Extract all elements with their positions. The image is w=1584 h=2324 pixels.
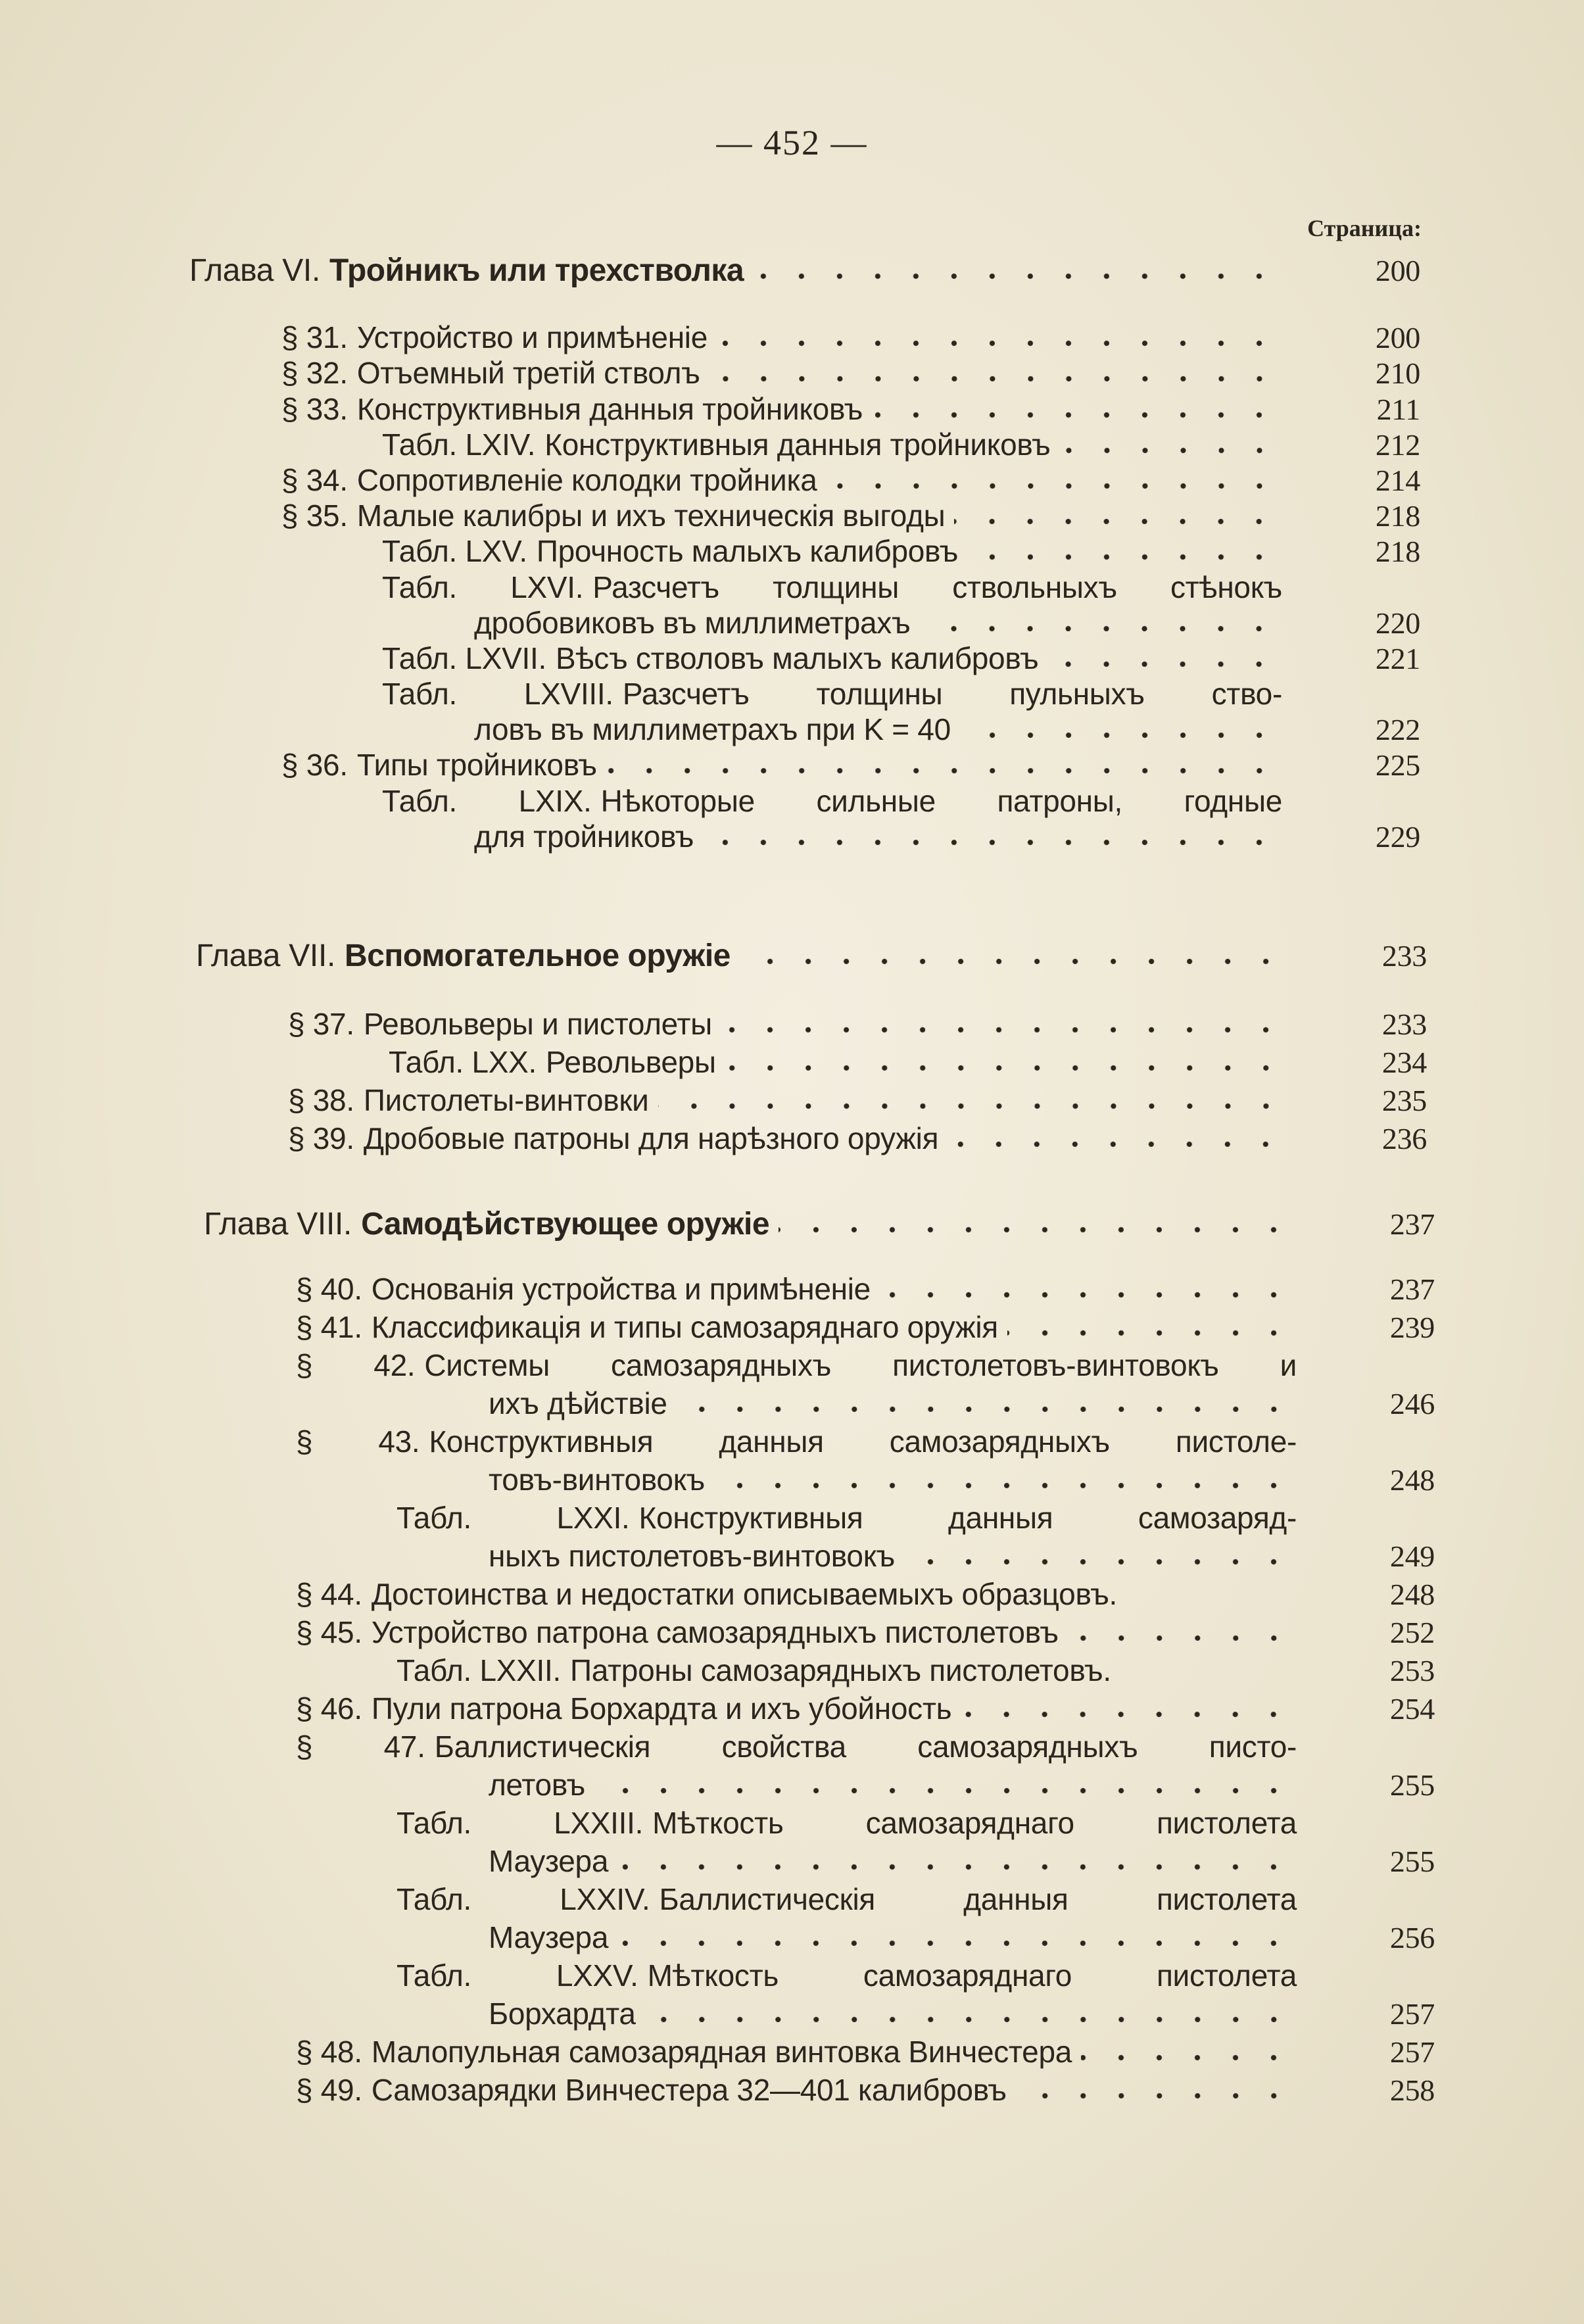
dot-leader [904,1557,1293,1566]
page-number-ref: 233 [1381,1007,1427,1041]
entry-title-line: Достоинства и недостатки описываемыхъ образцовъ. [371,1577,1117,1611]
section-entry[interactable] [0,498,1420,533]
chapter-label: Глава VIII. [204,1207,352,1242]
dot-leader [658,1101,1285,1111]
entry-text [489,1766,585,1804]
entry-text [489,1842,608,1880]
chapter-title: Самодѣйствующее оружіе [361,1207,770,1242]
table-entry[interactable] [0,533,1420,569]
entry-title-line: Конструктивныя данныя тройниковъ [356,391,863,426]
entry-title-line: Пули патрона Борхардта и ихъ убойность [371,1691,952,1726]
dot-leader [645,2015,1293,2024]
entry-title-line: Нѣкоторые сильные патроны, годные [600,783,1282,818]
section-entry[interactable] [0,1575,1435,1613]
entry-text [396,1651,1111,1689]
page-number-ref: 220 [1375,606,1420,640]
entry-number: § 49. [296,2073,362,2107]
page-number-ref: 214 [1375,463,1420,497]
table-entry[interactable] [0,1842,1435,1880]
section-entry[interactable] [0,747,1420,783]
entry-number: Табл. LXX. [389,1045,537,1079]
entry-number: § 33. [281,391,348,426]
page-number-ref: 218 [1375,499,1420,533]
entry-text [296,1346,1297,1384]
section-entry[interactable] [0,2071,1435,2109]
entry-title-line: Борхардта [489,1997,636,2031]
entry-text [288,1005,712,1043]
entry-title-line: Устройство и примѣненіе [356,320,708,355]
entry-number: § 47. [296,1730,425,1764]
entry-title-line: Классификація и типы самозаряднаго оружія [371,1310,998,1344]
entry-text [296,1575,1117,1613]
entry-number: § 46. [296,1691,362,1726]
page-number-ref: 235 [1381,1084,1427,1117]
table-entry[interactable] [0,569,1420,605]
dot-leader [703,838,1278,847]
entry-title-line: Пистолеты-винтовки [363,1083,649,1117]
entry-number: Табл. LXV. [382,534,527,569]
chapter-heading-text [189,253,744,289]
entry-text [296,1270,871,1308]
dot-leader [725,1063,1285,1073]
table-entry[interactable] [0,427,1420,462]
entry-text [396,1956,1297,1995]
dot-leader [948,1140,1285,1149]
dot-leader [717,339,1278,348]
entry-title-line: Маузера [489,1844,609,1878]
table-entry[interactable] [0,1043,1427,1081]
dot-leader [617,1939,1293,1948]
entry-number: Табл. LXVIII. [382,677,613,712]
chapter-1 [0,253,1584,854]
section-entry[interactable] [0,1005,1427,1043]
dot-leader [677,1405,1293,1414]
entry-text [396,1804,1297,1842]
section-entry[interactable] [0,2033,1435,2071]
section-entry[interactable] [0,391,1420,427]
entry-text [474,819,694,854]
chapter-title: Тройникъ или трехстволка [329,253,744,288]
entry-title-line: для тройниковъ [474,819,694,854]
section-entry[interactable] [0,1689,1435,1728]
page-number-ref: 248 [1389,1578,1435,1611]
entry-title-line: Самозарядки Винчестера 32—401 калибровъ [371,2073,1007,2107]
page-number-ref: 256 [1389,1921,1435,1954]
entry-title-line: Разсчетъ толщины ствольныхъ стѣнокъ [592,569,1282,604]
page-number-ref: 252 [1389,1616,1435,1649]
entry-text [396,1880,1297,1918]
entry-text [296,1689,951,1728]
entry-title-line: Патроны самозарядныхъ пистолетовъ. [569,1653,1111,1687]
entry-title-line: Разсчетъ толщины пульныхъ ство- [622,677,1282,712]
entry-title-line: Отъемный третій стволъ [356,356,700,391]
page-number-ref: 255 [1389,1768,1435,1802]
entry-title-line: Мѣткость самозаряднаго пистолета [647,1958,1297,1993]
page-number: — 452 — [716,123,868,162]
dot-leader [709,374,1278,383]
dot-leader [753,272,1278,281]
entry-title-line: Малопульная самозарядная винтовка Винчестера [371,2035,1072,2069]
page-number-ref: 233 [1381,939,1427,973]
table-entry[interactable] [0,819,1420,854]
entry-text [296,1613,1059,1651]
dot-leader [606,766,1278,775]
page-number-ref: 222 [1375,713,1420,747]
chapter-3 [0,1205,1584,2109]
section-entry[interactable] [0,1766,1435,1804]
entry-number: § 39. [288,1121,354,1155]
page-number-ref: 257 [1389,1997,1435,2031]
entry-text [296,1308,998,1346]
table-entry[interactable] [0,676,1420,712]
table-entry[interactable] [0,1918,1435,1956]
entry-number: § 36. [281,748,348,783]
section-entry[interactable] [0,1081,1427,1119]
entry-number: Табл. LXXIV. [396,1882,650,1916]
dot-leader [880,1290,1293,1299]
section-entry[interactable] [0,1270,1435,1308]
table-entry[interactable] [0,783,1420,819]
section-entry[interactable] [0,1422,1435,1461]
entry-text [281,498,945,533]
dot-leader [1007,1328,1293,1338]
entry-number: § 38. [288,1083,354,1117]
page-number-ref: 229 [1375,819,1420,854]
page-number-ref: 200 [1375,321,1420,355]
entry-text [281,747,597,783]
entry-number: § 44. [296,1577,362,1611]
section-entry[interactable] [0,1384,1435,1422]
entry-text [474,605,910,641]
table-entry[interactable] [0,1880,1435,1918]
entry-text [296,1422,1297,1461]
entry-text [489,1918,608,1956]
entry-title-line: Маузера [489,1920,609,1954]
entry-number: § 43. [296,1424,420,1459]
entry-text [382,427,1051,462]
dot-leader [779,1225,1293,1234]
entry-number: § 31. [281,320,348,355]
entry-title-line: товъ-винтовокъ [489,1463,705,1497]
page-number-ref: 246 [1389,1387,1435,1420]
entry-number: Табл. LXIX. [382,783,592,818]
entry-text [296,1728,1297,1766]
entry-number: § 40. [296,1272,362,1306]
entry-title-line: Конструктивныя данныя самозарядныхъ пистоле- [429,1424,1297,1459]
dot-leader [960,731,1278,740]
dot-leader [872,410,1278,420]
entry-number: Табл. LXVI. [382,569,584,604]
entry-number: § 41. [296,1310,362,1344]
entry-title-line: дробовиковъ въ миллиметрахъ [474,605,911,640]
section-entry[interactable] [0,1119,1427,1157]
page-number-ref: 258 [1389,2073,1435,2107]
page-number-ref: 212 [1375,427,1420,462]
page-number-ref: 237 [1389,1207,1435,1241]
entry-number: § 35. [281,498,348,533]
section-entry[interactable] [0,320,1420,355]
entry-title-line: Баллистическія данныя пистолета [659,1882,1297,1916]
page-number-ref: 237 [1389,1272,1435,1306]
entry-title-line: Прочность малыхъ калибровъ [536,534,959,569]
entry-title-line: Револьверы [546,1045,716,1079]
dot-leader [714,1481,1293,1490]
chapter-label: Глава VII. [196,938,336,973]
chapter-title: Вспомогательное оружіе [345,938,731,973]
entry-text [382,533,958,569]
entry-title-line: Сопротивленіе колодки тройника [356,462,817,497]
chapter-heading[interactable] [0,936,1427,975]
dot-leader [594,1786,1293,1795]
entry-text [389,1043,716,1081]
table-entry[interactable] [0,1804,1435,1842]
entry-number: Табл. LXVII. [382,641,546,675]
page-number-ref: 211 [1376,392,1420,426]
entry-number: § 37. [288,1007,354,1041]
page-number-ref: 218 [1375,535,1420,569]
chapter-label: Глава VI. [189,253,320,288]
section-entry[interactable] [0,1613,1435,1651]
chapter-heading[interactable] [0,1205,1435,1243]
entry-title-line: Устройство патрона самозарядныхъ пистолетовъ [371,1615,1059,1649]
section-entry[interactable] [0,1346,1435,1384]
table-entry[interactable] [0,641,1420,676]
entry-title-line: летовъ [489,1768,585,1802]
entry-number: Табл. LXXV. [396,1958,638,1993]
entry-text [288,1081,649,1119]
entry-title-line: Конструктивныя данныя тройниковъ [544,427,1051,462]
entry-title-line: Малые калибры и ихъ техническія выгоды [356,498,946,533]
dot-leader [721,1025,1285,1034]
entry-number: § 42. [296,1348,416,1382]
page-number-ref: 200 [1375,254,1420,287]
entry-title-line: Типы тройниковъ [356,748,597,783]
entry-number: § 34. [281,462,348,497]
table-entry[interactable] [0,712,1420,747]
section-entry[interactable] [0,355,1420,391]
page-number-ref: 225 [1375,748,1420,783]
entry-text [489,1384,667,1422]
section-entry[interactable] [0,1308,1435,1346]
entry-title-line: Дробовые патроны для нарѣзного оружія [363,1121,939,1155]
page-number-ref: 253 [1389,1654,1435,1687]
entry-text [396,1499,1297,1537]
dot-leader [1016,2091,1293,2100]
entry-title-line: Баллистическія свойства самозарядныхъ писто- [434,1730,1297,1764]
entry-number: § 32. [281,356,348,391]
dot-leader [1120,1672,1293,1681]
entry-title-line: Системы самозарядныхъ пистолетовъ-винтовокъ и [424,1348,1297,1382]
page-number-ref: 257 [1389,2035,1435,2069]
dot-leader [919,624,1278,633]
entry-text [281,320,708,355]
dot-leader [967,552,1278,562]
dot-leader [1047,660,1278,669]
page-number-ref: 234 [1381,1046,1427,1079]
entry-text [489,1537,895,1575]
dot-leader [1081,2053,1293,2062]
entry-text [281,355,700,391]
entry-text [296,2071,1007,2109]
section-entry[interactable] [0,1728,1435,1766]
section-entry[interactable] [0,462,1420,498]
dot-leader [954,517,1278,526]
page-number-ref: 254 [1389,1692,1435,1726]
chapter-heading[interactable] [0,253,1420,288]
entry-title-line: ловъ въ миллиметрахъ при K = 40 [474,712,951,747]
entry-number: Табл. LXXIII. [396,1806,644,1840]
entry-text [382,641,1038,676]
page-number-ref: 239 [1389,1311,1435,1344]
entry-title-line: Вѣсъ стволовъ малыхъ калибровъ [555,641,1039,675]
entry-text [288,1119,938,1157]
chapter-heading-text [196,936,731,975]
dot-leader [827,481,1278,491]
entry-title-line: Конструктивныя данныя самозаряд- [638,1501,1297,1535]
entry-number: § 45. [296,1615,362,1649]
table-entry[interactable] [0,605,1420,641]
entry-title-line: Мѣткость самозаряднаго пистолета [652,1806,1297,1840]
entry-text [382,676,1282,712]
entry-text [382,569,1282,605]
page-number-ref: 249 [1389,1539,1435,1573]
dot-leader [1068,1634,1293,1643]
entry-title-line: Револьверы и пистолеты [363,1007,712,1041]
section-entry[interactable] [0,1461,1435,1499]
table-entry[interactable] [0,1651,1435,1689]
entry-text [489,1461,705,1499]
entry-title-line: ихъ дѣйствіе [489,1386,667,1420]
entry-number: Табл. LXXII. [396,1653,561,1687]
table-entry[interactable] [0,1499,1435,1537]
dot-leader [961,1710,1293,1719]
entry-text [281,462,817,498]
dot-leader [1126,1595,1293,1605]
page-number-ref: 255 [1389,1845,1435,1878]
entry-text [281,391,863,427]
chapter-heading-text [204,1205,769,1244]
entry-number: § 48. [296,2035,362,2069]
dot-leader [617,1862,1293,1872]
entry-text [382,783,1282,819]
table-entry[interactable] [0,1537,1435,1575]
entry-text [489,1995,636,2033]
page-column-header: Страница: [1307,215,1422,241]
chapter-2 [0,936,1584,1157]
page-number-ref: 210 [1375,356,1420,391]
table-entry[interactable] [0,1956,1435,1995]
entry-text [296,2033,1072,2071]
table-entry[interactable] [0,1995,1435,2033]
entry-title-line: Основанія устройства и примѣненіе [371,1272,871,1306]
entry-text [474,712,951,747]
entry-number: Табл. LXXI. [396,1501,630,1535]
dot-leader [1060,446,1279,455]
page-number-ref: 221 [1375,641,1420,675]
entry-title-line: ныхъ пистолетовъ-винтовокъ [489,1539,895,1573]
page-number-ref: 236 [1381,1122,1427,1155]
dot-leader [740,957,1285,966]
entry-number: Табл. LXIV. [382,427,536,462]
page-number-ref: 248 [1389,1463,1435,1497]
